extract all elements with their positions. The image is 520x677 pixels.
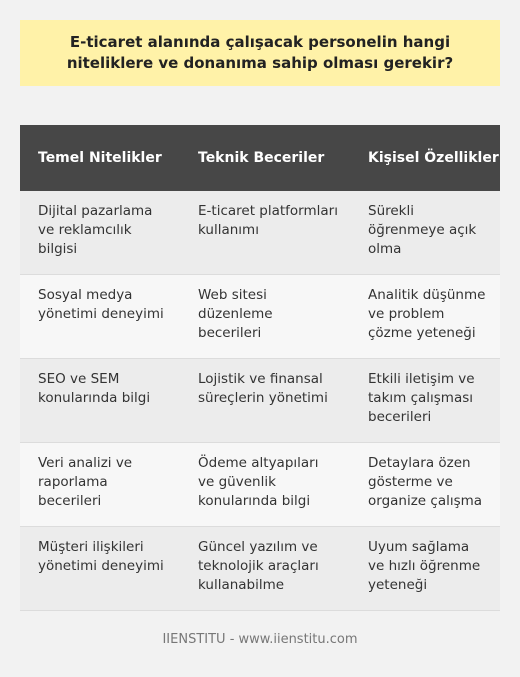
- table-cell: Uyum sağlama ve hızlı öğrenme yeteneği: [368, 539, 481, 593]
- header-cell-technical: Teknik Beceriler: [198, 150, 325, 166]
- qualifications-table: [20, 125, 500, 611]
- table-cell: Sürekli öğrenmeye açık olma: [368, 203, 477, 257]
- header-cell-personal: Kişisel Özellikler: [368, 150, 499, 166]
- table-cell: Detaylara özen gösterme ve organize çalışma: [368, 455, 483, 509]
- header-cell-basic: Temel Nitelikler: [38, 150, 162, 166]
- table-cell: Lojistik ve finansal süreçlerin yönetimi: [198, 371, 328, 406]
- table-row: [20, 443, 500, 527]
- table-header: [20, 125, 500, 191]
- table-row: [20, 275, 500, 359]
- title-banner: [20, 20, 500, 86]
- table-cell: Etkili iletişim ve takım çalışması becerileri: [368, 371, 475, 425]
- table-cell: SEO ve SEM konularında bilgi: [38, 371, 151, 406]
- table-cell: Sosyal medya yönetimi deneyimi: [38, 287, 164, 322]
- table-row: [20, 359, 500, 443]
- table-cell: Dijital pazarlama ve reklamcılık bilgisi: [38, 203, 153, 257]
- table-cell: Veri analizi ve raporlama becerileri: [38, 455, 133, 509]
- table-cell: Müşteri ilişkileri yönetimi deneyimi: [38, 539, 164, 574]
- table-cell: E-ticaret platformları kullanımı: [198, 203, 338, 238]
- table-row: [20, 191, 500, 275]
- table-cell: Güncel yazılım ve teknolojik araçları kullanabilme: [198, 539, 319, 593]
- table-row: [20, 527, 500, 611]
- footer-credit: IIENSTITU - www.iienstitu.com: [162, 632, 358, 647]
- table-cell: Web sitesi düzenleme becerileri: [198, 287, 273, 341]
- page-title: E-ticaret alanında çalışacak personelin hangi niteliklere ve donanıma sahip olması gerekir?: [66, 33, 454, 72]
- table-cell: Analitik düşünme ve problem çözme yeteneği: [368, 287, 486, 341]
- table-cell: Ödeme altyapıları ve güvenlik konularında bilgi: [198, 455, 319, 509]
